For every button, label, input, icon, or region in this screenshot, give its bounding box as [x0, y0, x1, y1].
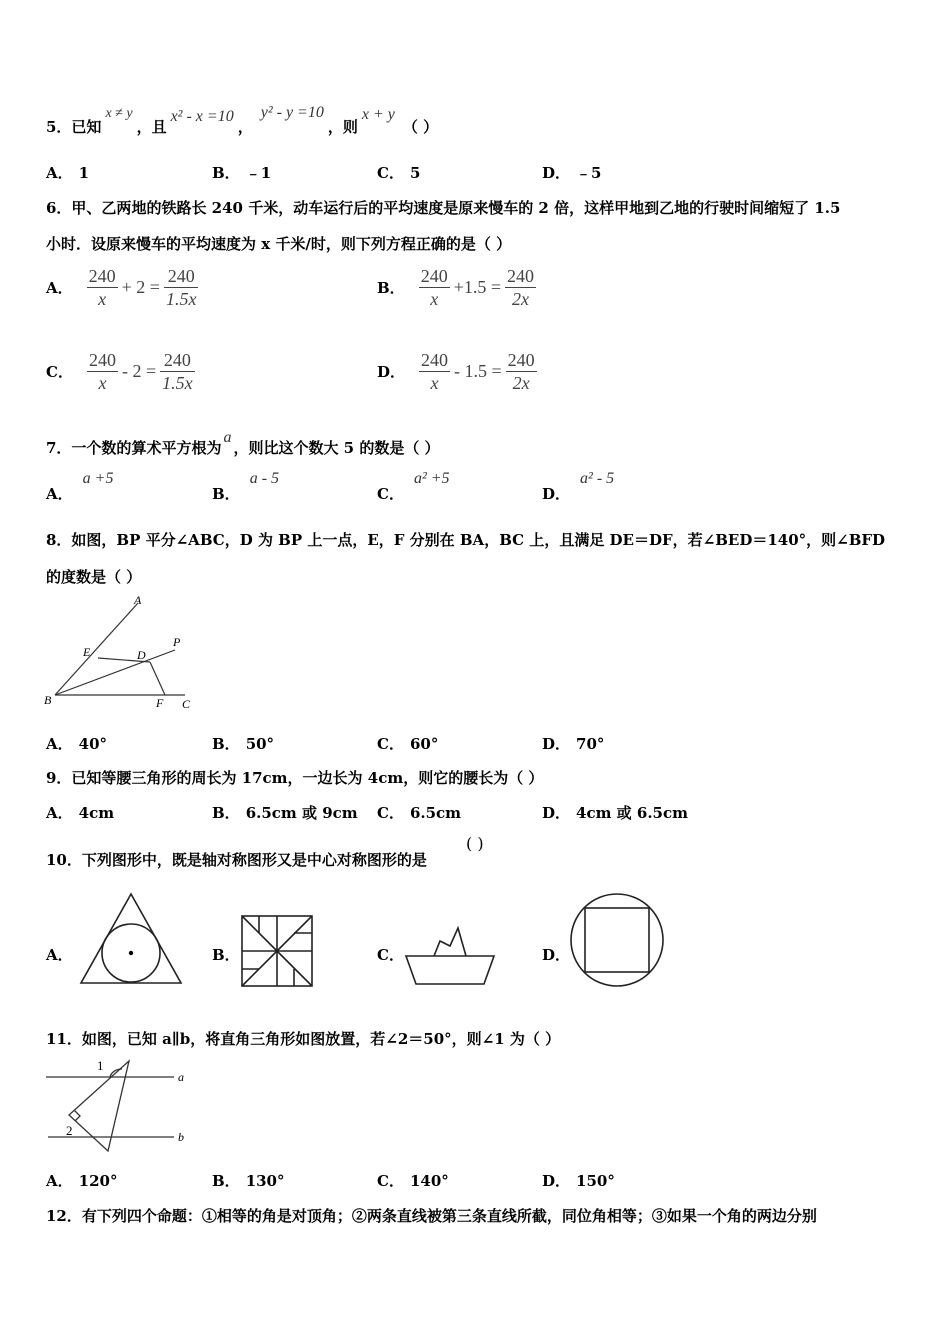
option-label: D． [542, 485, 571, 503]
option-label: C． [46, 363, 73, 381]
option-label: B． [212, 735, 240, 753]
q8-option-a[interactable] [46, 733, 107, 754]
q5-eq2: y² - y =10 [260, 104, 324, 121]
q12-stem-line1: 12．有下列四个命题：①相等的角是对顶角；②两条直线被第三条直线所截，同位角相等；③如果一个角的两边分别 [46, 1207, 817, 1225]
label-c: C [182, 697, 191, 711]
option-value: 130° [245, 1172, 285, 1190]
q5-sep1: ，且 [136, 118, 167, 136]
option-label: A． [46, 485, 73, 503]
fraction [506, 349, 537, 394]
option-value: a +5 [82, 470, 114, 487]
option-label: D． [377, 363, 406, 381]
option-value: 140° [409, 1172, 449, 1190]
option-value: 70° [576, 735, 605, 753]
numerator: 240 [420, 266, 448, 286]
operator: +1.5 = [453, 277, 501, 297]
option-value: 60° [409, 735, 439, 753]
right-angle-mark [74, 1110, 80, 1121]
option-label: D． [542, 164, 571, 182]
option-label: C． [377, 164, 404, 182]
label-1: 1 [97, 1058, 104, 1073]
q11-option-c[interactable] [377, 1170, 449, 1191]
segment-df [150, 662, 165, 695]
q8-option-d[interactable] [542, 733, 604, 754]
q8-option-b[interactable] [212, 733, 274, 754]
label-a: A [134, 593, 142, 607]
option-value: a² - 5 [580, 470, 615, 487]
q11-stem: 11．如图，已知 a∥b，将直角三角形如图放置，若∠2＝50°，则∠1 为（ ） [46, 1030, 561, 1048]
q5-blank: （ ） [402, 118, 439, 136]
option-label: D． [542, 1172, 571, 1190]
option-value: ﹣1 [245, 164, 272, 182]
q7-option-a[interactable] [46, 470, 113, 504]
q6-stem-line2: 小时．设原来慢车的平均速度为 x 千米/时，则下列方程正确的是（ ） [46, 235, 512, 253]
q10-figure-d [569, 892, 665, 988]
numerator: 240 [88, 350, 116, 370]
operator: - 2 = [121, 361, 157, 381]
option-value: 6.5cm [409, 804, 462, 822]
option-value: 5 [409, 164, 421, 182]
q10-figure-c [404, 926, 496, 986]
q9-stem: 9．已知等腰三角形的周长为 17cm，一边长为 4cm，则它的腰长为（ ） [46, 769, 544, 787]
q11-option-a[interactable] [46, 1170, 117, 1191]
q7-prefix: 7．一个数的算术平方根为 [46, 439, 222, 457]
center-dot [129, 951, 133, 955]
q10-option-c-label[interactable]: C． [377, 946, 404, 964]
fraction [419, 265, 450, 310]
option-label: C． [377, 735, 404, 753]
q7-suffix: ，则比这个数大 5 的数是（ ） [233, 439, 440, 457]
numerator: 240 [421, 350, 449, 370]
q6-option-d[interactable] [377, 349, 537, 394]
denominator: x [430, 373, 439, 393]
numerator: 240 [164, 265, 199, 288]
q5-expr: x + y [361, 106, 395, 123]
numerator: 240 [88, 266, 116, 286]
option-label: C． [377, 485, 404, 503]
q5-option-b[interactable] [212, 162, 271, 183]
q6-option-b[interactable] [377, 265, 536, 310]
ray-bp [55, 650, 175, 695]
boat-sail [434, 928, 466, 956]
fraction [419, 349, 450, 394]
q5-option-a[interactable] [46, 162, 89, 183]
q6-option-a[interactable] [46, 265, 198, 310]
option-value: 4cm 或 6.5cm [576, 804, 689, 822]
fraction [160, 349, 195, 394]
q6-option-c[interactable] [46, 349, 195, 394]
q10-figure-b [238, 915, 314, 987]
q6-stem-line1: 6．甲、乙两地的铁路长 240 千米，动车运行后的平均速度是原来慢车的 2 倍，这样甲地到乙地的行驶时间缩短了 1.5 [46, 199, 841, 217]
inscribed-square [585, 908, 649, 972]
denominator: 2x [512, 289, 529, 309]
q5-sep2: ， [237, 118, 253, 136]
option-value: 40° [78, 735, 108, 753]
label-a: a [178, 1070, 184, 1084]
option-label: D． [542, 804, 571, 822]
option-label: A． [46, 735, 73, 753]
q10-option-d-label[interactable]: D． [542, 946, 571, 964]
q8-option-c[interactable] [377, 733, 438, 754]
q11-figure [44, 1055, 194, 1153]
denominator: x [98, 289, 107, 309]
option-value: 4cm [78, 804, 115, 822]
numerator: 240 [507, 266, 534, 286]
option-label: B． [212, 164, 240, 182]
q8-stem-line1: 8．如图，BP 平分∠ABC，D 为 BP 上一点，E，F 分别在 BA，BC 上，且满足 DE＝DF，若∠BED＝140°，则∠BFD [46, 531, 886, 549]
triangle-shape [81, 894, 181, 983]
option-label: A． [46, 164, 73, 182]
q5-eq1: x² - x =10 [170, 108, 234, 125]
option-value: a² +5 [413, 470, 450, 487]
option-value: 6.5cm 或 9cm [245, 804, 358, 822]
numerator: 240 [507, 350, 535, 370]
label-2: 2 [66, 1123, 73, 1138]
q11-option-d[interactable] [542, 1170, 615, 1191]
label-p: P [173, 635, 181, 649]
q8-figure [40, 592, 200, 714]
q9-option-b[interactable] [212, 802, 358, 823]
q10-option-b-label[interactable]: B． [212, 946, 240, 964]
q10-option-a-label[interactable]: A． [46, 946, 73, 964]
fraction [87, 265, 118, 310]
option-label: B． [212, 804, 240, 822]
q5-cond: x ≠ y [105, 106, 133, 121]
denominator: 1.5x [162, 373, 193, 393]
label-f: F [156, 696, 164, 710]
q9-option-d[interactable] [542, 802, 688, 823]
option-value: a - 5 [249, 470, 280, 487]
denominator: x [98, 373, 107, 393]
option-label: A． [46, 279, 73, 297]
q10-stem: 10．下列图形中，既是轴对称图形又是中心对称图形的是 [46, 851, 427, 869]
q7-stem [46, 429, 440, 458]
fraction [505, 265, 536, 310]
fraction [164, 265, 199, 310]
option-value: 120° [78, 1172, 118, 1190]
q9-option-a[interactable] [46, 802, 114, 823]
fraction [87, 349, 118, 394]
option-label: A． [46, 804, 73, 822]
option-label: D． [542, 735, 571, 753]
boat-hull [406, 956, 494, 984]
option-label: B． [212, 1172, 240, 1190]
q5-sep3: ，则 [327, 118, 358, 136]
denominator: 2x [512, 373, 530, 393]
q7-option-c[interactable] [377, 470, 450, 504]
option-label: A． [46, 1172, 73, 1190]
operator: + 2 = [121, 277, 160, 297]
option-value: 150° [576, 1172, 615, 1190]
ray-ba [55, 603, 138, 695]
option-value: 50° [245, 735, 275, 753]
q10-figure-a [78, 892, 184, 986]
q5-option-c[interactable] [377, 162, 420, 183]
option-value: ﹣5 [576, 164, 602, 182]
q7-option-d[interactable] [542, 470, 614, 504]
q11-option-b[interactable] [212, 1170, 285, 1191]
q8-stem-line2: 的度数是（ ） [46, 568, 142, 586]
operator: - 1.5 = [454, 361, 502, 381]
option-label: C． [377, 1172, 404, 1190]
numerator: 240 [160, 349, 195, 372]
option-label: B． [377, 279, 405, 297]
q5-prefix: 5．已知 [46, 118, 102, 136]
option-label: C． [377, 804, 404, 822]
option-value: 1 [78, 164, 90, 182]
option-label: B． [212, 485, 240, 503]
denominator: x [430, 289, 439, 309]
q7-option-b[interactable] [212, 470, 279, 504]
q5-option-d[interactable] [542, 162, 601, 183]
q7-var: a [223, 429, 232, 446]
label-b: B [44, 693, 52, 707]
denominator: 1.5x [165, 289, 197, 309]
q9-option-c[interactable] [377, 802, 461, 823]
q10-blank: ( ) [466, 834, 484, 853]
q5-stem [46, 104, 439, 137]
label-d: D [137, 648, 146, 662]
label-e: E [83, 645, 91, 659]
label-b: b [178, 1130, 184, 1144]
